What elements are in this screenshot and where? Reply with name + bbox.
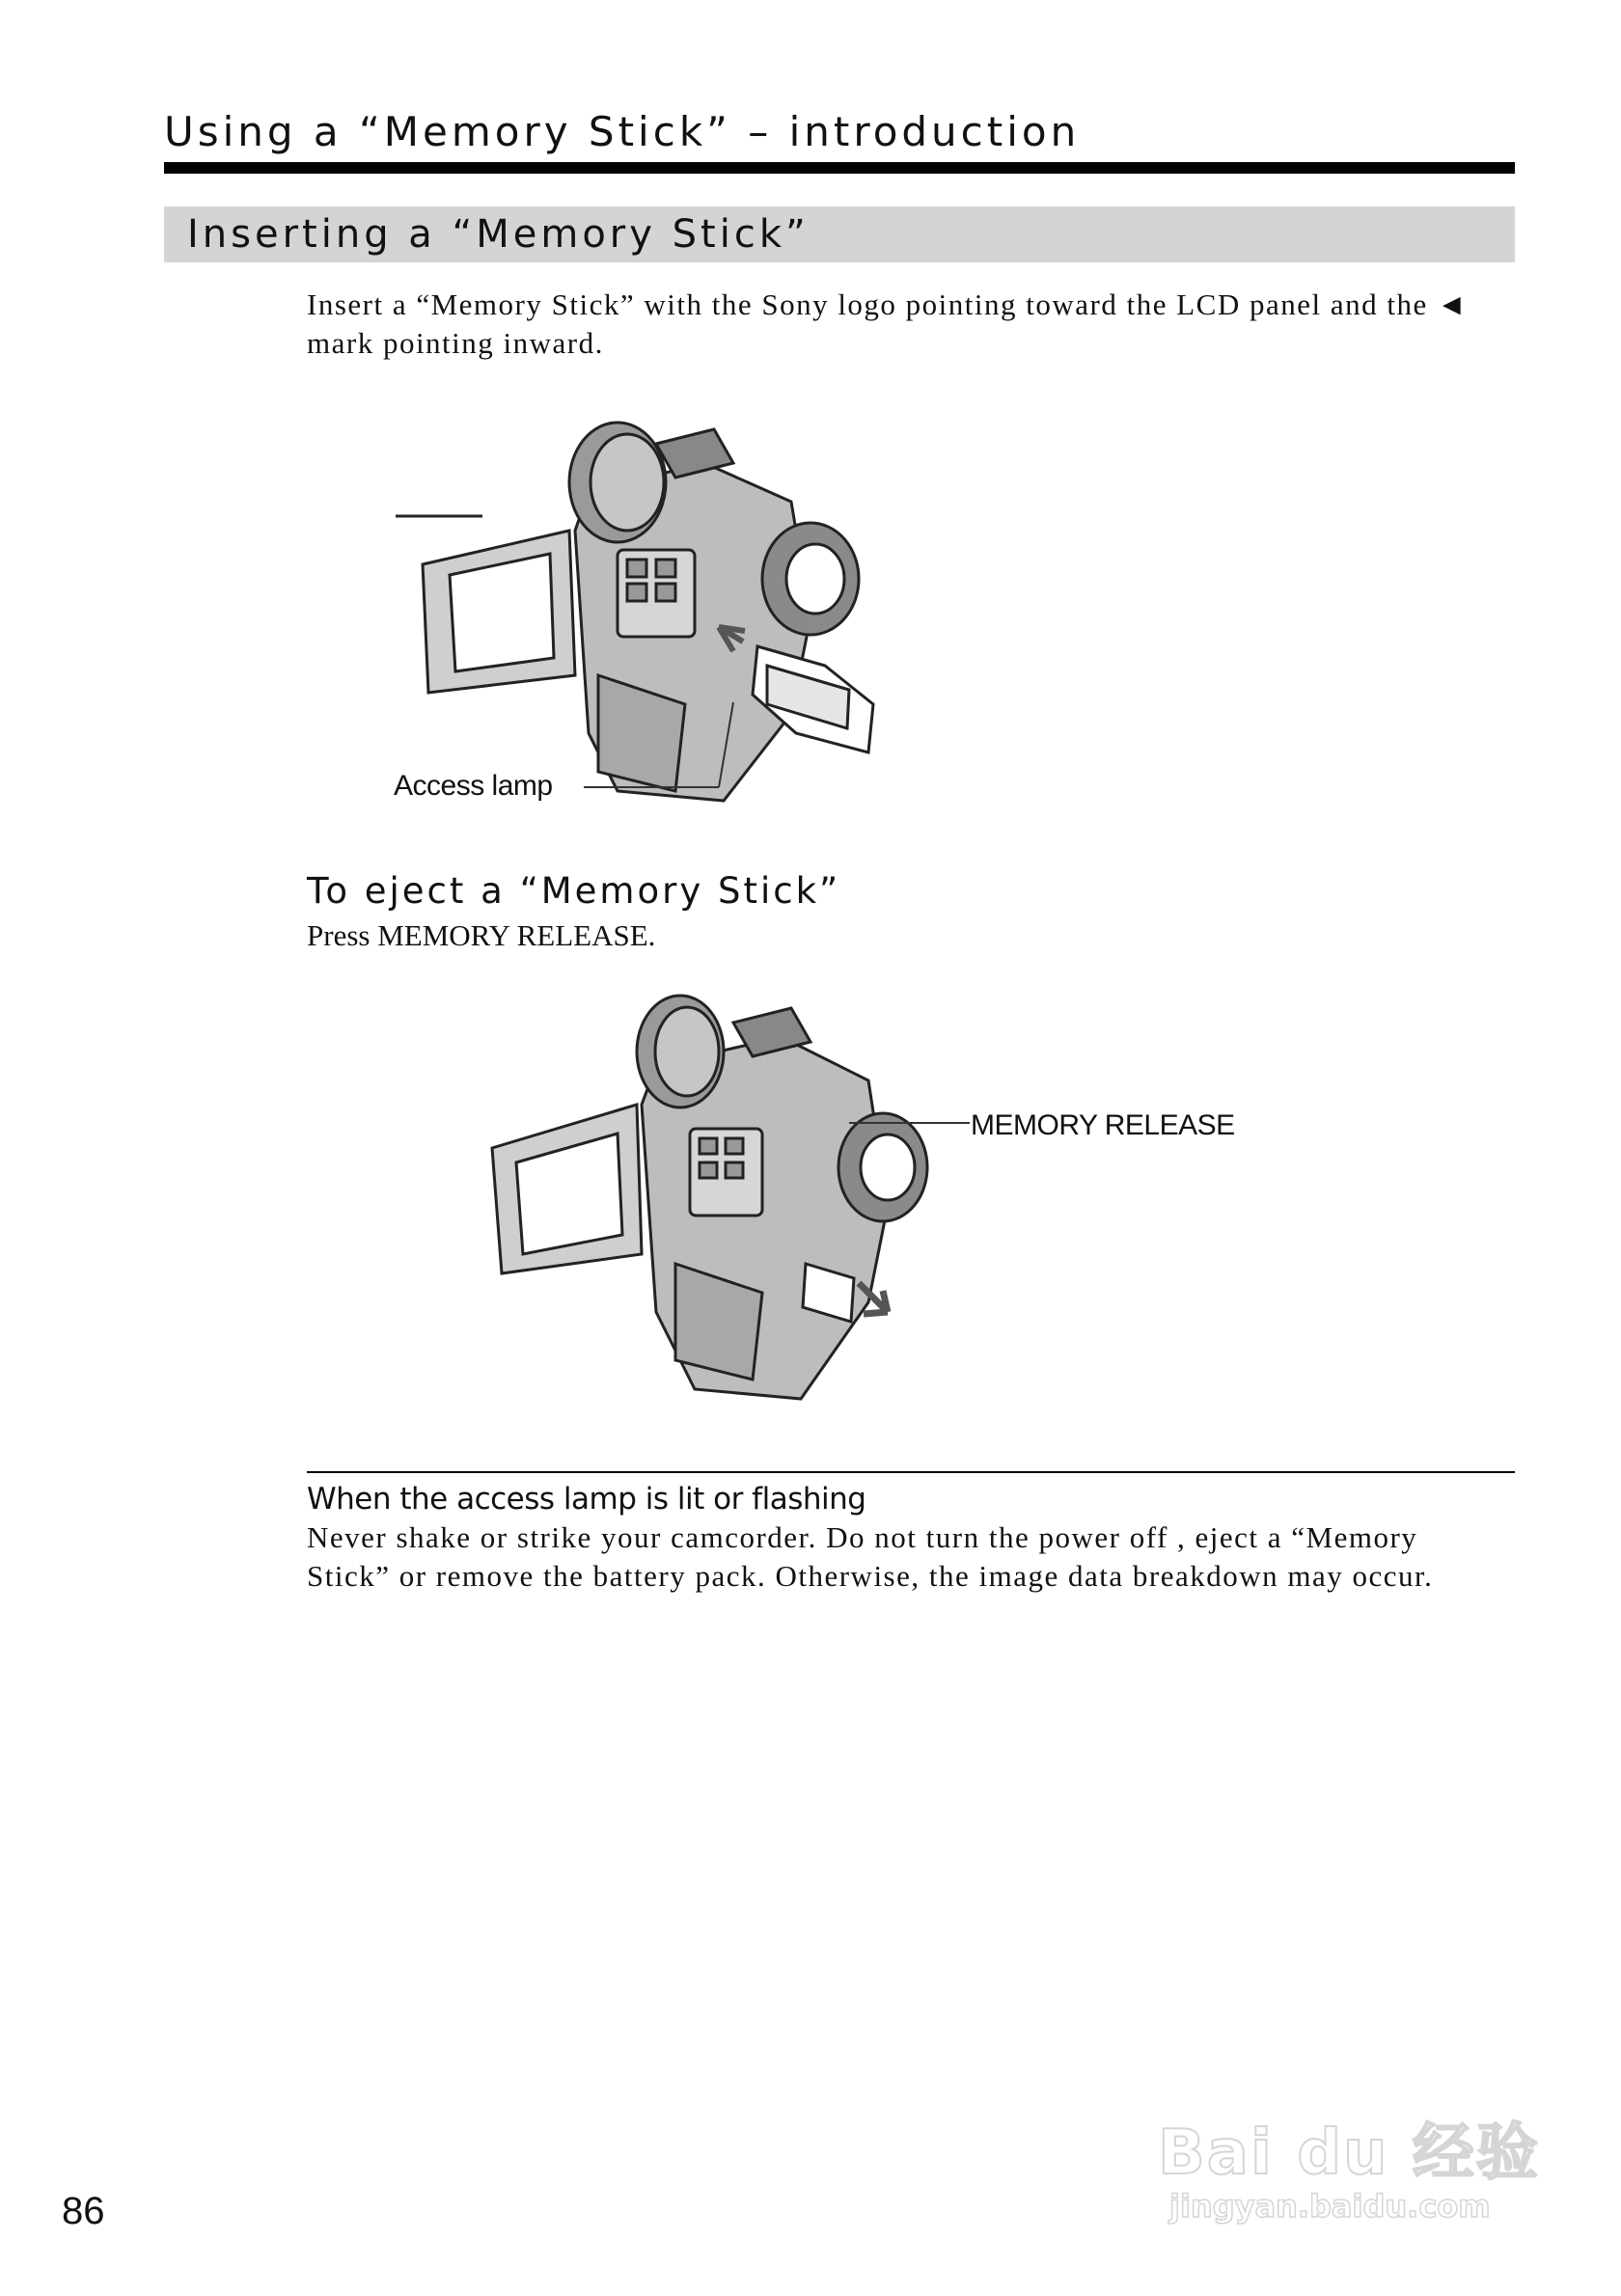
intro-line-2: mark pointing inward. (307, 326, 604, 360)
intro-line-1: Insert a “Memory Stick” with the Sony logo pointing toward the LCD panel and the ◄ (307, 287, 1469, 321)
note-line-1: Never shake or strike your camcorder. Do not turn the power off , eject a “Memory (307, 1520, 1418, 1554)
access-lamp-label: Access lamp (394, 770, 553, 802)
note-divider (307, 1471, 1515, 1473)
memory-release-label: MEMORY RELEASE (971, 1109, 1235, 1141)
baidu-watermark (1148, 2103, 1553, 2238)
watermark-brand: Bai du 经验 (1158, 2118, 1540, 2189)
section-heading-bar (164, 206, 1515, 262)
note-paragraph (307, 1518, 1523, 1596)
access-lamp-leader-line (584, 693, 738, 789)
memory-release-leader-line (849, 1119, 975, 1129)
eject-instruction: Press MEMORY RELEASE. (307, 918, 656, 952)
watermark-url: jingyan.baidu.com (1169, 2188, 1491, 2225)
note-title: When the access lamp is lit or flashing (307, 1482, 866, 1517)
intro-paragraph (307, 286, 1513, 363)
section-title: Inserting a “Memory Stick” (187, 212, 810, 257)
header-rule (164, 162, 1515, 174)
eject-heading: To eject a “Memory Stick” (307, 870, 841, 912)
eject-memory-stick-illustration (473, 974, 975, 1418)
page-number: 86 (62, 2190, 105, 2232)
note-line-2: Stick” or remove the battery pack. Otherwise, the image data breakdown may occur. (307, 1559, 1434, 1593)
running-header-title: Using a “Memory Stick” – introduction (164, 108, 1081, 155)
